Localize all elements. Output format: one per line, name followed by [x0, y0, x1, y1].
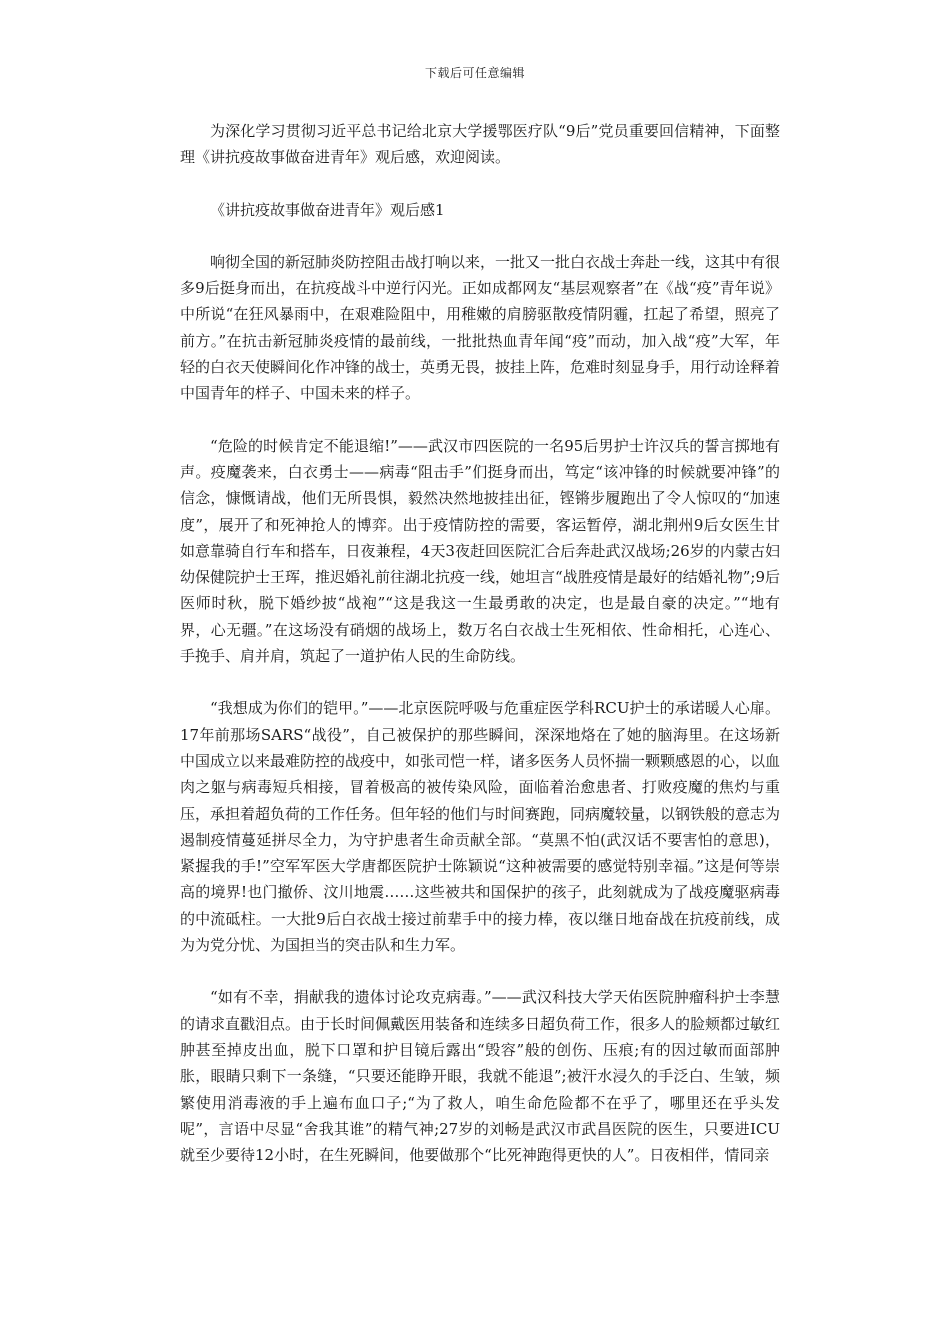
body-paragraph: “如有不幸，捐献我的遗体讨论攻克病毒。”——武汉科技大学天佑医院肿瘤科护士李慧的请求直戳泪点。由于长时间佩戴医用装备和连续多日超负荷工作，很多人的脸颊都过敏红肿甚至掉皮出血，脱下口罩和护目镜后露出“毁容”般的创伤、压痕;有的因过敏而面部肿胀，眼睛只剩下一条缝，“只要还能睁开眼，我就不能退”;被汗水浸久的手泛白、生皱，频繁使用消毒液的手上遍布血口子;“为了救人，咱生命危险都不在乎了，哪里还在乎头发呢”，言语中尽显“舍我其谁”的精气神;27岁的刘畅是武汉市武昌医院的医生，只要进ICU就至少要待12小时，在生死瞬间，他要做那个“比死神跑得更快的人”。日夜相伴，情同亲 [180, 988, 781, 1165]
body-paragraph: 响彻全国的新冠肺炎防控阻击战打响以来，一批又一批白衣战士奔赴一线，这其中有很多9后挺身而出，在抗疫战斗中逆行闪光。正如成都网友“基层观察者”在《战“疫”青年说》中所说“在狂风暴雨中，在艰难险阻中，用稚嫩的肩膀驱散疫情阴霾，扛起了希望，照亮了前方。”在抗击新冠肺炎疫情的最前线，一批批热血青年闻“疫”而动，加入战“疫”大军，年轻的白衣天使瞬间化作冲锋的战士，英勇无畏，披挂上阵，危难时刻显身手，用行动诠释着中国青年的样子、中国未来的样子。 [180, 252, 781, 403]
body-paragraph: “我想成为你们的铠甲。”——北京医院呼吸与危重症医学科RCU护士的承诺暖人心扉。17年前那场SARS“战役”，自己被保护的那些瞬间，深深地烙在了她的脑海里。在这场新中国成立以来最难防控的战疫中，如张司恺一样，诸多医务人员怀揣一颗颗感恩的心，以血肉之躯与病毒短兵相接，冒着极高的被传染风险，面临着治愈患者、打败疫魔的焦灼与重压，承担着超负荷的工作任务。但年轻的他们与时间赛跑，同病魔较量，以钢铁般的意志为遏制疫情蔓延拼尽全力，为守护患者生命贡献全部。“莫黑不怕(武汉话不要害怕的意思)，紧握我的手!”空军军医大学唐都医院护士陈颖说“这种被需要的感觉特别幸福。”这是何等崇高的境界!也门撤侨、汶川地震……这些被共和国保护的孩子，此刻就成为了战疫魔驱病毒的中流砥柱。一大批9后白衣战士接过前辈手中的接力棒，夜以继日地奋战在抗疫前线，成为为党分忧、为国担当的突击队和生力军。 [180, 699, 781, 955]
section-title: 《讲抗疫故事做奋进青年》观后感1 [210, 200, 445, 219]
body-paragraph: “危险的时候肯定不能退缩!”——武汉市四医院的一名95后男护士许汉兵的誓言掷地有声。疫魔袭来，白衣勇士——病毒“阻击手”们挺身而出，笃定“该冲锋的时候就要冲锋”的信念，慷慨请战，他们无所畏惧，毅然决然地披挂出征，铿锵步履跑出了令人惊叹的“加速度”，展开了和死神抢人的博弈。出于疫情防控的需要，客运暂停，湖北荆州9后女医生甘如意靠骑自行车和搭车，日夜兼程，4天3夜赶回医院汇合后奔赴武汉战场;26岁的内蒙古妇幼保健院护士王珲，推迟婚礼前往湖北抗疫一线，她坦言“战胜疫情是最好的结婚礼物”;9后医师时秋，脱下婚纱披“战袍”“这是我这一生最勇敢的决定，也是最自豪的决定。”“地有界，心无疆。”在这场没有硝烟的战场上，数万名白衣战士生死相依、性命相托，心连心、手挽手、肩并肩，筑起了一道护佑人民的生命防线。 [180, 436, 780, 666]
document-body [180, 118, 780, 1194]
header-note: 下载后可任意编辑 [424, 66, 525, 80]
intro-paragraph: 为深化学习贯彻习近平总书记给北京大学援鄂医疗队“9后”党员重要回信精神，下面整理《讲抗疫故事做奋进青年》观后感，欢迎阅读。 [180, 122, 780, 167]
